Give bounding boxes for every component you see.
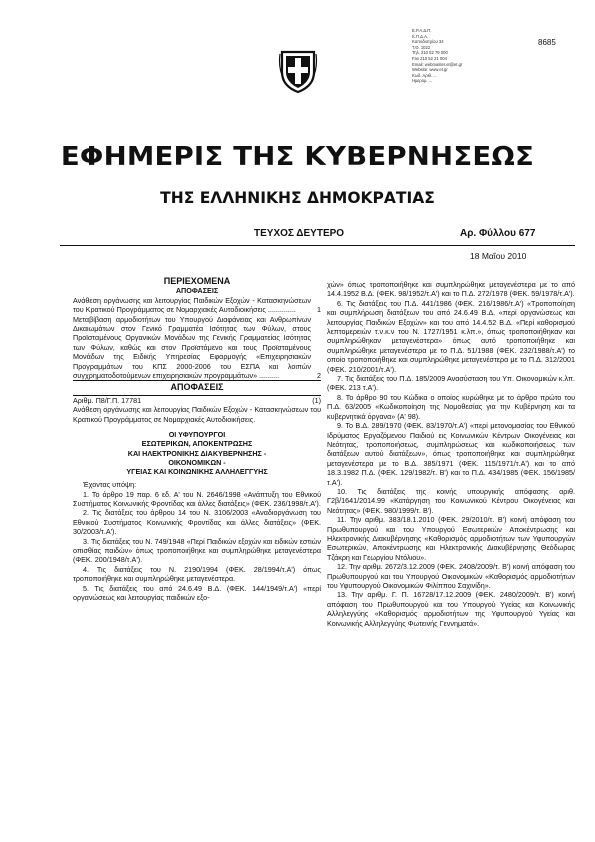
toc-entry — [73, 296, 321, 315]
publisher-line: Fax 210 52 21 004 — [412, 55, 447, 61]
publisher-line: Τ.Θ. 1022 — [412, 44, 431, 50]
publisher-line: Website: www.et.gr — [412, 67, 448, 73]
decisions-heading: ΑΠΟΦΑΣΕΙΣ — [73, 380, 321, 395]
minister-line: ΕΣΩΤΕΡΙΚΩΝ, ΑΠΟΚΕΝΤΡΩΣΗΣ — [141, 439, 253, 449]
recital-paragraph: 10. Τις διατάξεις της κοινής υπουργικής απόφασης αριθ. Γ2β/1641/2014.99 «Κατάργηση του Κοινωνικού Κέντρου Οικογένειας και Νεότητας» (ΦΕΚ. 980/1999/τ. Β'). — [327, 486, 575, 515]
issue-date: 18 Μαΐου 2010 — [470, 251, 527, 261]
publisher-line: Email: webmaster.et@et.gr — [412, 61, 463, 67]
publisher-line: Καποδιστρίου 34 — [412, 39, 444, 45]
header-divider — [60, 245, 575, 246]
minister-line: ΟΙ ΥΦΥΠΟΥΡΓΟΙ — [168, 430, 226, 440]
right-column — [327, 280, 575, 628]
toc-entry-text: Ανάθεση οργάνωσης και λειτουργίας Παιδικών Εξοχών - Κατασκηνώσεων του Κρατικού Προγράμματος σε Νομαρχιακές Αυτοδιοικήσεις .............. — [73, 295, 311, 315]
page-number: 8685 — [538, 38, 556, 47]
minister-line: ΟΙΚΟΝΟΜΙΚΩΝ - — [168, 457, 226, 467]
left-column — [73, 277, 321, 602]
decision-reference — [73, 396, 321, 405]
publisher-line: Τηλ. 210 52 79 000 — [412, 50, 448, 56]
toc-heading: ΠΕΡΙΕΧΟΜΕΝΑ — [163, 276, 231, 286]
recital-paragraph: χών» όπως τροποποιήθηκε και συμπληρώθηκε μεταγενέστερα με το από 14.4.1952 Β.Δ. (ΦΕΚ. 98/1952/τ.Α') και το Π.Δ. 272/1978 (ΦΕΚ. 59/1978/τ.Α'). — [327, 280, 575, 299]
greek-coat-of-arms-icon — [278, 48, 318, 94]
recital-paragraph: 12. Την αριθμ. 2672/3.12.2009 (ΦΕΚ. 2408/2009/τ. Β') κοινή απόφαση του Πρωθυπουργού και του Υπουργού Οικονομικών «Καθορισμός αρμοδιοτήτων του Υφυπουργού Οικονομικών Φιλίππου Σαχινίδη». — [327, 562, 575, 590]
decision-index: (1) — [312, 395, 321, 405]
recital-paragraph: 13. Την αριθμ. Γ. Π. 16728/17.12.2009 (ΦΕΚ. 2480/2009/τ. Β') κοινή απόφαση του Πρωθυπουργού και του Υπουργού Υγείας και Κοινωνικής Αλληλεγγύης «Καθορισμός αρμοδιοτήτων της Υφυπουργού Υγείας και Κοινωνικής Αλληλεγγύης Φωτεινής Γεννηματά». — [327, 590, 575, 628]
recital-paragraph: 1. Το άρθρο 19 παρ. 6 εδ. Α' του Ν. 2646/1998 «Ανάπτυξη του Εθνικού Συστήματος Κοινωνικής Φροντίδας και άλλες διατάξεις» (ΦΕΚ. 236/1998/τ.Α'). — [73, 489, 321, 508]
sheet-number: Αρ. Φύλλου 677 — [460, 228, 536, 239]
toc-entry-text: Μεταβίβαση αρμοδιοτήτων του Υπουργού Διαφάνειας και Ανθρωπίνων Δικαιωμάτων στον Γενικό Γραμματέα Ισότητας των Φύλων, στους Προϊσταμένους Οργανικών Μονάδων της Γενικής Γραμματείας Ισότητας των Φύλων, καθώς και στον Προϊστάμενο και τους Προϊσταμένους Μονάδων της Ειδικής Υπηρεσίας Εφαρμογής «Επιχειρησιακών Προγραμμάτων του ΚΠΣ 2000-2006 του ΕΣΠΑ και λοιπών συγχρηματοδοτούμενων επιχειρησιακών προγραμμάτων» .......... — [73, 314, 311, 381]
recital-paragraph: 6. Τις διατάξεις του Π.Δ. 441/1986 (ΦΕΚ. 216/1986/τ.Α') «Τροποποίηση και συμπλήρωση διατάξεων του από 24.6.49 Β.Δ. «περί οργανώσεως και λειτουργίας Παιδικών Εξοχών» και του από 14.4.52 Β.Δ. «Περί καθορισμού λεπτομερειών τ.ν.κ.ν του Ν. 1727/1951 κ.λπ.», όπως τροποποιήθηκαν και συμπληρώθηκαν μεταγενέστερα» όπως αυτό τροποποιήθηκε και συμπληρώθηκε μεταγενέστερα με το Π.Δ. 51/1988 (ΦΕΚ. 232/1988/τ.Α') το οποίο τροποποιήθηκε και συμπληρώθηκε μεταγενέστερα με το Π.Δ. 312/2001 (ΦΕΚ. 210/2001/τ.Α'). — [327, 298, 575, 374]
issue-label: ΤΕΥΧΟΣ ΔΕΥΤΕΡΟ — [254, 228, 345, 239]
gazette-title: ΕΦΗΜΕΡΙΣ ΤΗΣ ΚΥΒΕΡΝΗΣΕΩΣ — [60, 142, 535, 172]
publisher-line: Κωδ. Αριθ. ... — [412, 72, 437, 78]
recital-paragraph: 2. Τις διατάξεις του άρθρου 14 του Ν. 3106/2003 «Αναδιοργάνωση του Εθνικού Συστήματος Κοινωνικής Φροντίδας και άλλες διατάξεις» (ΦΕΚ. 30/2003/τ.Α'). — [73, 508, 321, 537]
toc-entry — [73, 315, 321, 381]
publisher-line: Ημερομ. ... — [412, 78, 433, 84]
recital-paragraph: 11. Την αριθμ. 383/18.1.2010 (ΦΕΚ. 29/2010/τ. Β') κοινή απόφαση του Πρωθυπουργού και του Υπουργού Εσωτερικών Αποκέντρωσης και Ηλεκτρονικής Διακυβέρνησης «Καθορισμός αρμοδιοτήτων των Υφυπουργών Εσωτερικών, Αποκέντρωσης και Ηλεκτρονικής Διακυβέρνησης Θεόδωρας Τζάκρη και Γεωργίου Ντόλιου». — [327, 515, 575, 562]
recital-paragraph: 4. Τις διατάξεις του Ν. 2190/1994 (ΦΕΚ. 28/1994/τ.Α') όπως τροποποιήθηκε και συμπληρώθηκε μεταγενέστερα. — [73, 564, 321, 584]
recital-paragraph: 9. Το Β.Δ. 289/1970 (ΦΕΚ. 83/1970/τ.Α') «περί μετονομασίας του Εθνικού Ιδρύματος Εργαζόμενου Παιδιού εις Κοινωνικών Κέντρων Οικογένειας και Νεότητας, τροποποιήσεως, συμπληρώσεως και κωδικοποιήσεως των διατάξεων αυτού διατάξεων», όπως τροποποιήθηκε και συμπληρώθηκε μεταγενέστερα με το Β.Δ. 385/1971 (ΦΕΚ. 115/1971/τ.Α') και το από 18.3.1982 Π.Δ. (ΦΕΚ. 129/1982/τ. Β') και το Π.Δ. 434/1985 (ΦΕΚ. 156/1985/τ.Α'). — [327, 421, 575, 487]
having-regard: Έχοντας υπόψη: — [83, 480, 137, 490]
recital-paragraph: 5. Τις διατάξεις του από 24.6.49 Β.Δ. (ΦΕΚ. 144/1949/τ.Α') «περί οργανώσεως και λειτουργίας παιδικών εξο- — [73, 583, 321, 602]
publisher-line: Κ.Π.Δ.Α. — [412, 33, 429, 39]
toc-entry-page: 1 — [317, 305, 321, 315]
recital-paragraph: 8. Το άρθρο 90 του Κώδικα ο οποίος κυρώθηκε με το άρθρο πρώτο του Π.Δ. 63/2005 «Κωδικοποίηση της Νομοθεσίας για την Κυβέρνηση και τα κυβερνητικά όργανα» (Α' 98). — [327, 392, 575, 421]
decision-summary: Ανάθεση οργάνωσης και λειτουργίας Παιδικών Εξοχών - Κατασκηνώσεων του Κρατικού Προγράμματος σε Νομαρχιακές Αυτοδιοικήσεις. — [73, 405, 321, 424]
toc-subheading: ΑΠΟΦΑΣΕΙΣ — [175, 286, 219, 296]
publisher-line: Ε.Ρ.Α.Δ.Π. — [412, 28, 432, 33]
gazette-subtitle: ΤΗΣ ΕΛΛΗΝΙΚΗΣ ΔΗΜΟΚΡΑΤΙΑΣ — [160, 189, 435, 207]
publisher-info — [412, 28, 530, 84]
toc-entry-page: 2 — [317, 371, 321, 381]
minister-line: ΚΑΙ ΗΛΕΚΤΡΟΝΙΚΗΣ ΔΙΑΚΥΒΕΡΝΗΣΗΣ - — [127, 448, 267, 458]
recital-paragraph: 7. Τις διατάξεις του Π.Δ. 185/2009 Ανασύσταση του Υπ. Οικονομικών κ.λπ. (ΦΕΚ. 213 τ.Α'). — [327, 374, 575, 393]
recital-paragraph: 3. Τις διατάξεις του Ν. 749/1948 «Περί Παιδικών εξοχών και ειδικών εστιών οπισθίας παιδών» όπως τροποποιήθηκε και συμπληρώθηκε μεταγενέστερα (ΦΕΚ. 200/1948/τ.Α'). — [73, 536, 321, 565]
decision-number: Αριθμ. Π8/Γ.Π. 17781 — [73, 395, 142, 405]
minister-line: ΥΓΕΙΑΣ ΚΑΙ ΚΟΙΝΩΝΙΚΗΣ ΑΛΛΗΛΕΓΓΥΗΣ — [126, 466, 268, 476]
issuing-ministers — [73, 430, 321, 476]
